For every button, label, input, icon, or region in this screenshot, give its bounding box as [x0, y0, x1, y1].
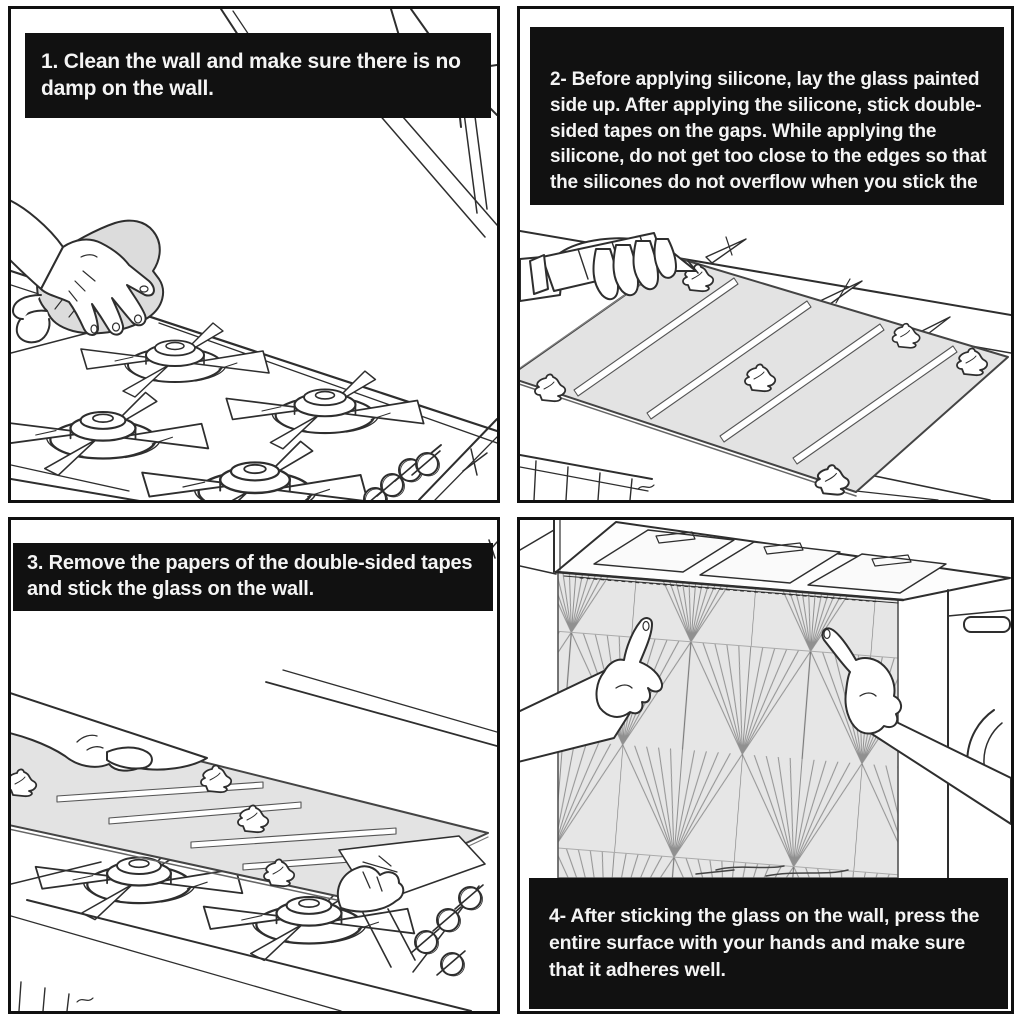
- step-1-caption: 1. Clean the wall and make sure there is no damp on the wall.: [25, 33, 491, 118]
- step-2-caption: 2- Before applying silicone, lay the glass painted side up. After applying the silicone, stick double-sided tapes on the gaps. While applying the silicone, do not get too close to the edges so that the silicones do not overflow when you stick the: [530, 27, 1004, 205]
- control-knobs: [357, 445, 441, 500]
- step-4-panel: [517, 517, 1014, 1014]
- step-3-panel: [8, 517, 500, 1014]
- step-3-caption: 3. Remove the papers of the double-sided tapes and stick the glass on the wall.: [13, 543, 493, 611]
- gas-burners: [11, 323, 424, 500]
- cabinet-corner-top-left: [520, 520, 560, 574]
- control-knobs: [411, 885, 483, 976]
- step-2-panel: [517, 6, 1014, 503]
- kitchen-wall-right: [948, 590, 1011, 878]
- step-1-panel: [8, 6, 500, 503]
- step-4-caption: 4- After sticking the glass on the wall, press the entire surface with your hands and make sure that it adheres well.: [529, 878, 1008, 1009]
